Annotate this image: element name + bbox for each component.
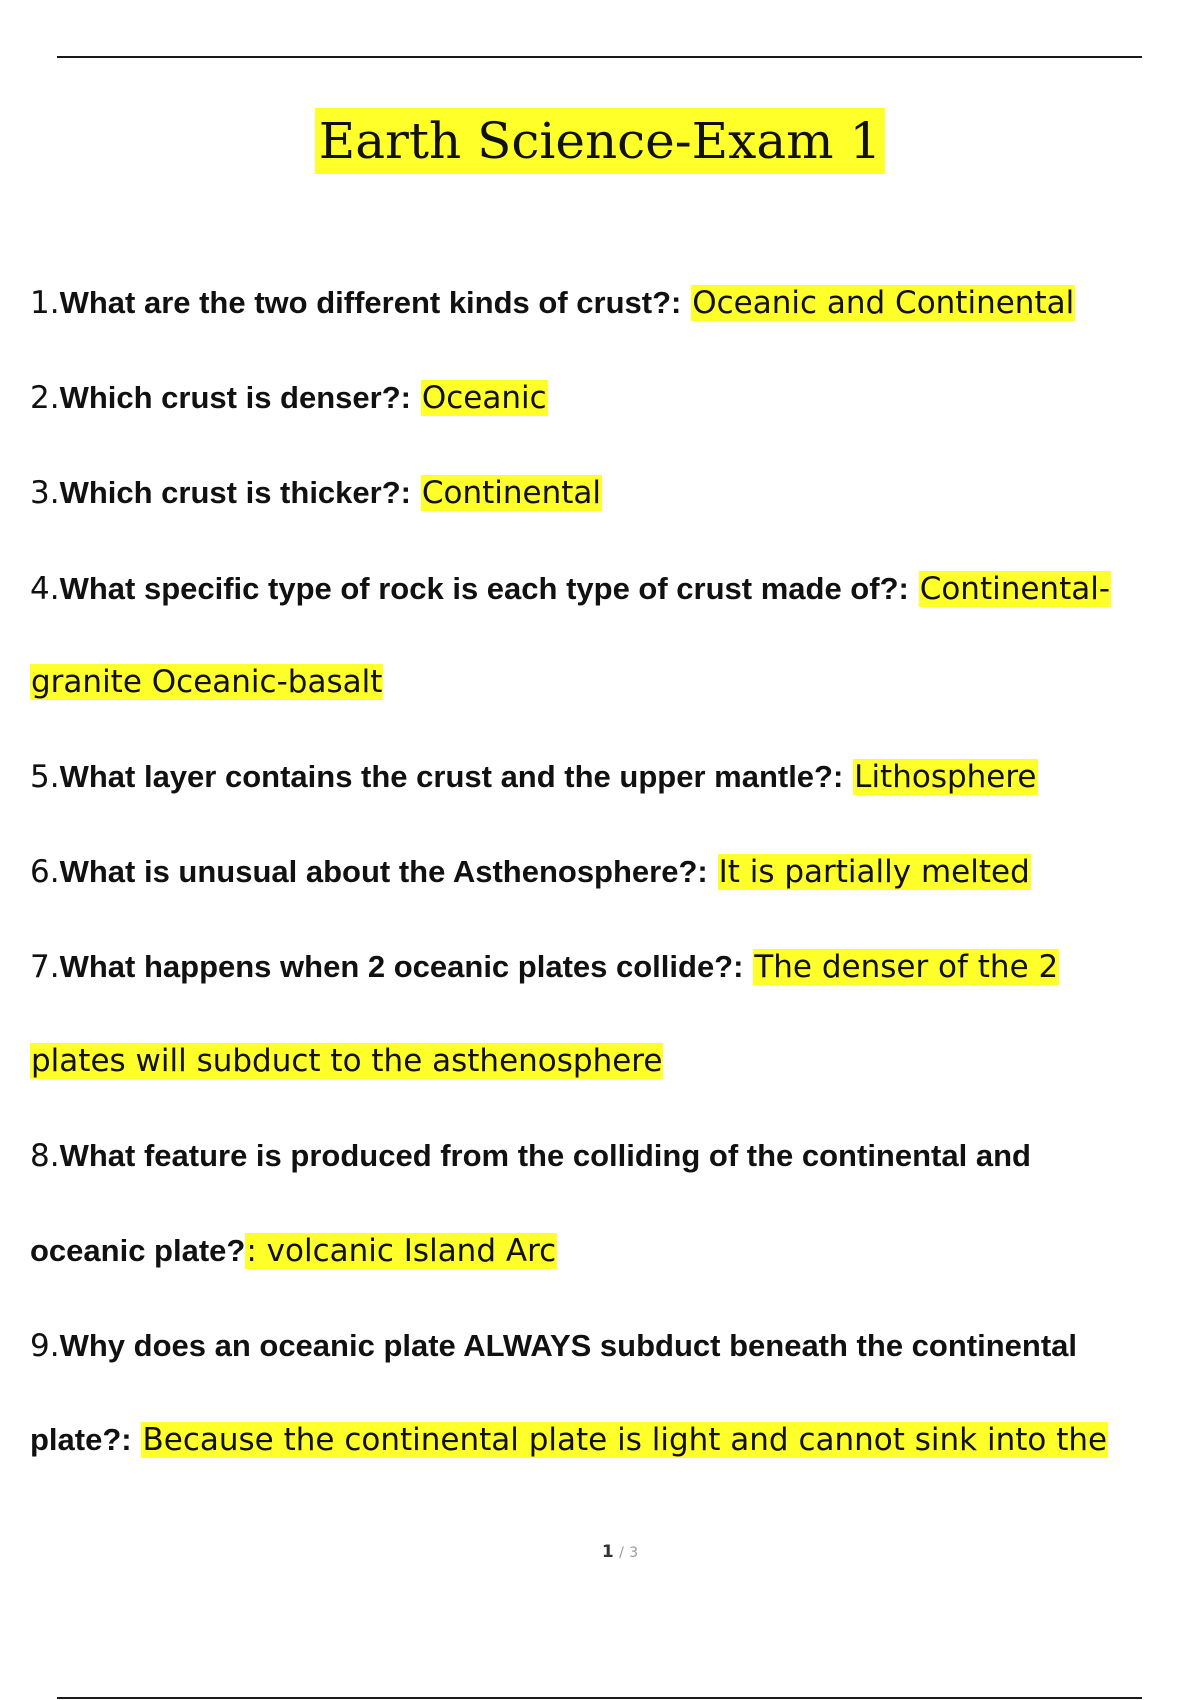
answer-text: It is partially melted	[718, 854, 1030, 890]
qa-item-6	[30, 852, 1180, 892]
document-title: Earth Science-Exam 1	[315, 108, 886, 174]
qa-item-8	[30, 1136, 1180, 1176]
question-text: What are the two different kinds of crust?:	[59, 285, 682, 320]
qa-item-2	[30, 378, 1180, 418]
answer-text: Continental	[421, 475, 602, 511]
question-text: What specific type of rock is each type of crust made of?:	[59, 571, 909, 606]
title-container	[0, 108, 1200, 174]
qa-item-5	[30, 757, 1180, 797]
qa-item-7	[30, 947, 1180, 987]
answer-text-continued: granite Oceanic-basalt	[31, 664, 383, 700]
answer-text: Oceanic	[421, 380, 547, 416]
answer-text: : volcanic Island Arc	[246, 1233, 557, 1269]
question-text: Why does an oceanic plate ALWAYS subduct beneath the continental	[59, 1328, 1078, 1363]
answer-text: Lithosphere	[854, 759, 1037, 795]
question-text: What layer contains the crust and the upper mantle?:	[59, 759, 844, 794]
item-number: 2.	[30, 380, 60, 416]
question-text-continued: plate?:	[30, 1422, 132, 1457]
answer-text-continued: plates will subduct to the asthenosphere	[31, 1043, 663, 1079]
item-number: 8.	[30, 1138, 60, 1174]
question-text: Which crust is thicker?:	[59, 475, 411, 510]
item-number: 4.	[30, 571, 60, 607]
question-text: Which crust is denser?:	[59, 380, 411, 415]
item-number: 5.	[30, 759, 60, 795]
total-pages: 3	[629, 1545, 639, 1561]
item-number: 7.	[30, 949, 60, 985]
answer-text: Oceanic and Continental	[692, 285, 1075, 321]
qa-item-9	[30, 1326, 1180, 1366]
answer-text: Because the continental plate is light and cannot sink into the	[142, 1422, 1108, 1458]
question-text-continued: oceanic plate?	[30, 1233, 246, 1268]
top-rule	[57, 56, 1142, 58]
qa-item-4	[30, 569, 1180, 609]
bottom-rule	[57, 1697, 1142, 1699]
qa-item-3	[30, 473, 1180, 513]
question-text: What happens when 2 oceanic plates collide?:	[59, 949, 744, 984]
answer-text: Continental-	[919, 571, 1111, 607]
qa-item-7-continuation	[30, 1041, 663, 1081]
qa-item-9-continuation	[30, 1420, 1108, 1460]
page-separator: /	[619, 1545, 624, 1561]
current-page: 1	[601, 1542, 614, 1562]
qa-item-8-continuation	[30, 1231, 557, 1271]
question-text: What feature is produced from the colliding of the continental and	[59, 1138, 1031, 1173]
item-number: 6.	[30, 854, 60, 890]
answer-text: The denser of the 2	[754, 949, 1059, 985]
qa-item-1	[30, 283, 1180, 323]
item-number: 1.	[30, 285, 60, 321]
item-number: 9.	[30, 1328, 60, 1364]
item-number: 3.	[30, 475, 60, 511]
question-text: What is unusual about the Asthenosphere?:	[59, 854, 708, 889]
qa-item-4-continuation	[30, 662, 383, 702]
page-indicator	[0, 1542, 1200, 1562]
